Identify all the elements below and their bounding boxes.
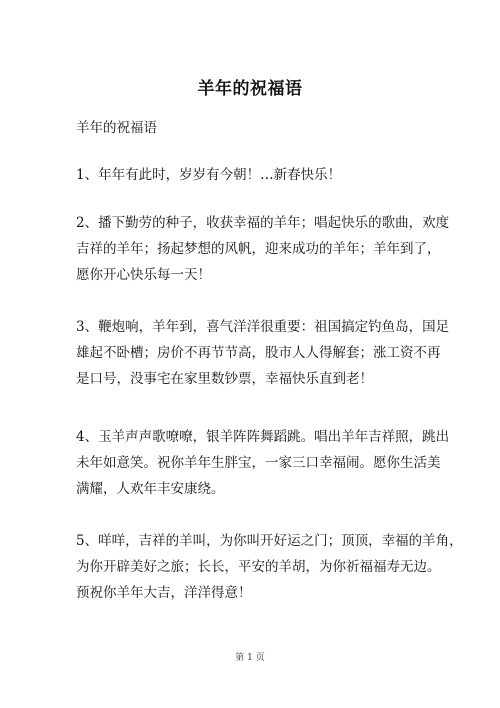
paragraph-line: 为你开辟美好之旅；长长，平安的羊胡，为你祈福福寿无边。 [76, 559, 441, 575]
paragraph-line: 预祝你羊年大吉，洋洋得意！ [76, 585, 252, 601]
document-subtitle: 羊年的祝福语 [76, 120, 157, 136]
paragraph-line: 满耀，人欢年丰安康绕。 [76, 481, 225, 497]
paragraph-2 [76, 210, 450, 288]
paragraph-line: 是口号，没事宅在家里数钞票，幸福快乐直到老！ [76, 371, 373, 387]
paragraph-line: 3、鞭炮响，羊年到，喜气洋洋很重要：祖国搞定钓鱼岛，国足 [76, 319, 450, 335]
paragraph-line: 愿你开心快乐每一天！ [76, 267, 211, 283]
paragraph-line: 2、播下勤劳的种子，收获幸福的羊年；唱起快乐的歌曲，欢度 [76, 215, 450, 231]
paragraph-line: 未年如意笑。祝你羊年生胖宝，一家三口幸福闹。愿你生活美 [76, 455, 441, 471]
paragraph-1 [76, 162, 436, 188]
paragraph-line: 4、玉羊声声歌嘹嘹，银羊阵阵舞蹈跳。唱出羊年吉祥照，跳出 [76, 429, 450, 445]
paragraph-line: 吉祥的羊年；扬起梦想的风帆，迎来成功的羊年；羊年到了， [76, 241, 441, 257]
paragraph-line: 5、咩咩，吉祥的羊叫，为你叫开好运之门；顶顶，幸福的羊角， [76, 533, 463, 549]
paragraph-4 [76, 424, 450, 502]
paragraph-line: 雄起不卧槽；房价不再节节高，股市人人得解套；涨工资不再 [76, 345, 441, 361]
page-title: 羊年的祝福语 [197, 79, 303, 99]
paragraph-line: 1、年年有此时，岁岁有今朝！…新春快乐！ [76, 167, 342, 183]
page-number: 第 1 页 [235, 653, 265, 663]
paragraph-3 [76, 314, 450, 392]
paragraph-5 [76, 528, 463, 606]
